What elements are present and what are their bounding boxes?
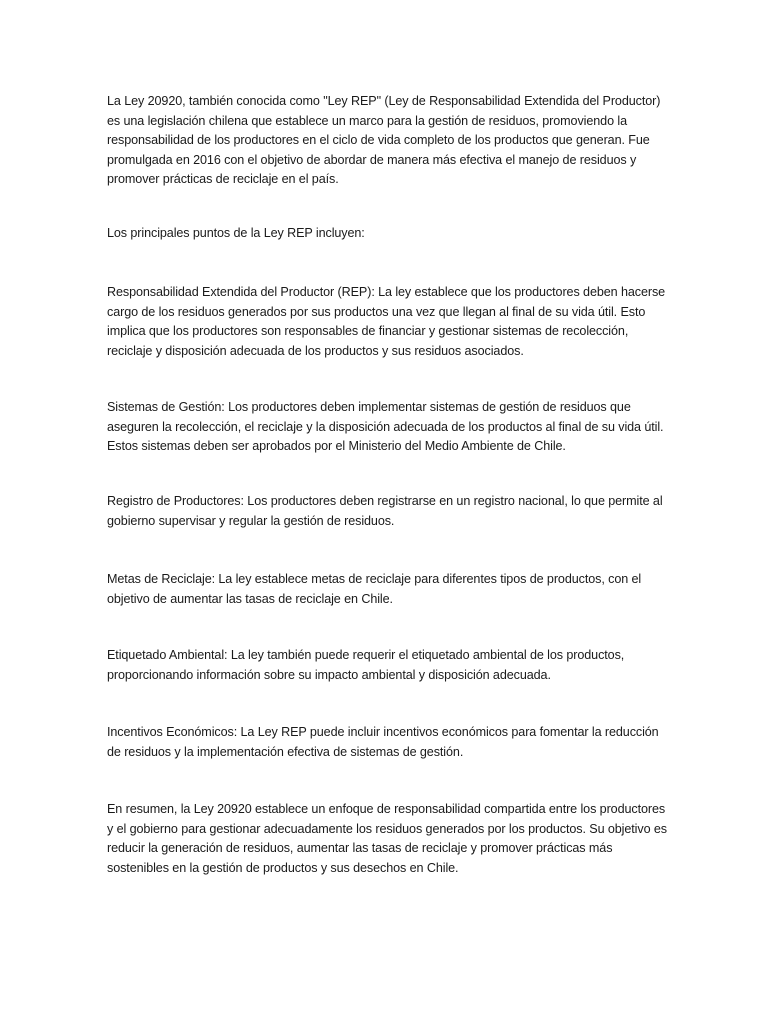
resumen-paragraph: En resumen, la Ley 20920 establece un enfoque de responsabilidad compartida entre los productores y el gobierno para gestionar adecuadamente los residuos generados por los productos. Su objetivo es reducir la generación de residuos, aumentar las tasas de reciclaje y promover prácticas más sostenibles en la gestión de productos y sus desechos en Chile. [107,802,667,875]
registro-productores-paragraph: Registro de Productores: Los productores deben registrarse en un registro nacional, lo que permite al gobierno supervisar y regular la gestión de residuos. [107,494,663,528]
list-intro-paragraph: Los principales puntos de la Ley REP incluyen: [107,226,365,240]
sistemas-gestion-paragraph: Sistemas de Gestión: Los productores deben implementar sistemas de gestión de residuos que aseguren la recolección, el reciclaje y la disposición adecuada de los productos al final de su vida útil. Estos sistemas deben ser aprobados por el Ministerio del Medio Ambiente de Chile. [107,400,664,453]
intro-paragraph: La Ley 20920, también conocida como "Ley REP" (Ley de Responsabilidad Extendida del Productor) es una legislación chilena que establece un marco para la gestión de residuos, promoviendo la responsabilidad de los productores en el ciclo de vida completo de los productos que generan. Fue promulgada en 2016 con el objetivo de abordar de manera más efectiva el manejo de residuos y promover prácticas de reciclaje en el país. [107,94,661,186]
etiquetado-ambiental-paragraph: Etiquetado Ambiental: La ley también puede requerir el etiquetado ambiental de los productos, proporcionando información sobre su impacto ambiental y disposición adecuada. [107,648,625,682]
incentivos-economicos-paragraph: Incentivos Económicos: La Ley REP puede incluir incentivos económicos para fomentar la reducción de residuos y la implementación efectiva de sistemas de gestión. [107,725,659,759]
rep-paragraph: Responsabilidad Extendida del Productor (REP): La ley establece que los productores deben hacerse cargo de los residuos generados por sus productos una vez que llegan al final de su vida útil. Esto implica que los productores son responsables de financiar y gestionar sistemas de recolección, reciclaje y disposición adecuada de los productos y sus residuos asociados. [107,285,666,358]
metas-reciclaje-paragraph: Metas de Reciclaje: La ley establece metas de reciclaje para diferentes tipos de productos, con el objetivo de aumentar las tasas de reciclaje en Chile. [107,572,642,606]
